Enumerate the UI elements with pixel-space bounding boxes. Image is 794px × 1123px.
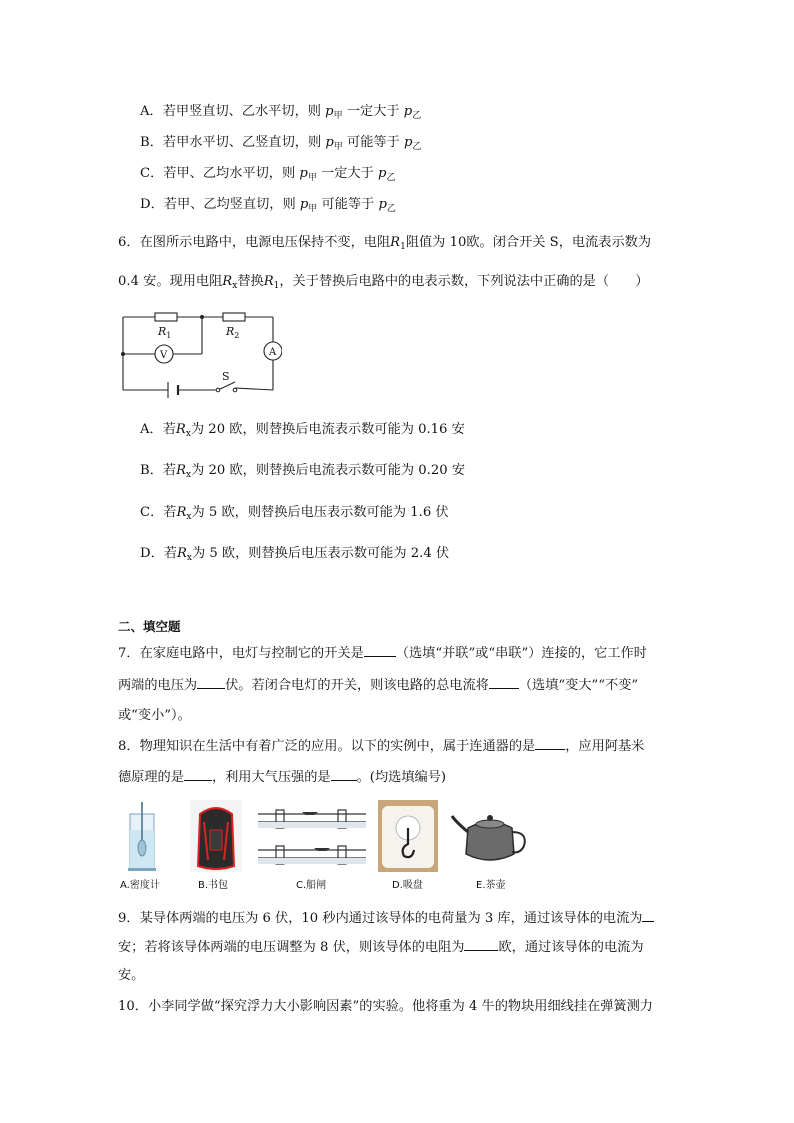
q5-option-c-tail: 一定大于 <box>321 166 374 181</box>
resistor-r2 <box>223 313 245 321</box>
p-symbol: p <box>403 135 413 150</box>
answer-blank[interactable] <box>331 768 357 781</box>
q6-text: ，关于替换后电路中的电表示数，下列说法中正确的是（ ） <box>279 274 649 289</box>
q5-option-a <box>140 103 421 125</box>
q8-line2 <box>118 768 446 787</box>
caption-hydrometer: A.密度计 <box>120 880 160 891</box>
q7-text: 伏。若闭合电灯的开关，则该电路的总电流将 <box>225 678 489 693</box>
q9-line1 <box>118 909 654 928</box>
q5-option-d-tail: 可能等于 <box>321 197 375 212</box>
q7-text: （选填“并联”或“串联”）连接的，它工作时 <box>395 646 647 661</box>
q6-option-text: B．若 <box>140 463 177 478</box>
r-symbol: R <box>176 505 187 520</box>
q7-text: 两端的电压为 <box>118 678 198 693</box>
p-symbol: p <box>378 197 387 212</box>
q8-text: ，应用阿基米 <box>565 739 645 754</box>
sub-jia: 甲 <box>307 173 317 183</box>
ship-lock-image <box>258 800 366 872</box>
sub-yi: 乙 <box>412 142 422 152</box>
p-symbol: p <box>325 135 334 150</box>
q6-option-text: D．若 <box>140 546 177 561</box>
q6-option-text: 为 5 欧，则替换后电压表示数可能为 2.4 伏 <box>191 546 450 561</box>
q6-option-a <box>140 421 465 443</box>
q8-text: ，利用大气压强的是 <box>211 770 331 785</box>
r-symbol: R <box>222 274 233 289</box>
caption-teapot: E.茶壶 <box>476 880 506 891</box>
p-symbol: p <box>403 104 413 119</box>
sub-x: x <box>186 470 192 480</box>
q9-text: 9．某导体两端的电压为 6 伏，10 秒内通过该导体的电荷量为 3 库，通过该导体的电流为 <box>118 911 643 926</box>
voltmeter-label: V <box>160 350 168 361</box>
sub-x: x <box>186 512 192 522</box>
caption-ship-lock: C.船闸 <box>296 880 327 891</box>
q8-text: 。(均选填编号) <box>356 770 447 785</box>
caption-backpack: B.书包 <box>198 880 229 891</box>
q6-option-text: C．若 <box>140 505 177 520</box>
p-symbol: p <box>299 166 308 181</box>
backpack-image <box>190 800 242 872</box>
q6-stem-line2 <box>118 273 649 295</box>
q9-text: 欧，通过该导体的电流为 <box>498 940 644 955</box>
sub-x: x <box>232 281 238 291</box>
q5-option-b-text: B．若甲水平切、乙竖直切，则 <box>140 135 322 150</box>
answer-blank[interactable] <box>197 676 225 689</box>
answer-blank[interactable] <box>184 768 212 781</box>
q7-text: 7．在家庭电路中，电灯与控制它的开关是 <box>118 646 364 661</box>
answer-blank[interactable] <box>489 676 519 689</box>
q8-text: 德原理的是 <box>118 770 184 785</box>
q5-option-a-tail: 一定大于 <box>346 104 400 119</box>
q6-option-text: A．若 <box>140 422 176 437</box>
q10-line1: 10．小李同学做“探究浮力大小影响因素”的实验。他将重为 4 牛的物块用细线挂在弹簧测力 <box>118 999 653 1014</box>
sub-yi: 乙 <box>412 111 422 121</box>
q8-text: 8．物理知识在生活中有着广泛的应用。以下的实例中，属于连通器的是 <box>118 739 536 754</box>
answer-blank[interactable] <box>364 644 396 657</box>
q5-option-b-tail: 可能等于 <box>347 135 400 150</box>
q6-option-b <box>140 462 465 484</box>
q7-line3: 或“变小”）。 <box>118 708 191 723</box>
q6-option-text: 为 20 欧，则替换后电流表示数可能为 0.16 安 <box>190 422 465 437</box>
r1-label: $R_1$ <box>158 325 172 340</box>
section-title: 二、填空题 <box>118 619 181 634</box>
q7-line2 <box>118 676 638 695</box>
q6-stem-line1 <box>118 234 651 256</box>
resistor-r1 <box>155 313 177 321</box>
q7-text: （选填“变大”“不变” <box>518 678 639 693</box>
ammeter-label: A <box>269 347 277 358</box>
r-symbol: R <box>176 463 187 478</box>
sub-jia: 甲 <box>308 204 318 214</box>
answer-blank[interactable] <box>642 909 654 922</box>
q9-line2 <box>118 938 644 957</box>
hydrometer-image <box>122 800 162 872</box>
r-symbol: R <box>390 235 401 250</box>
p-symbol: p <box>299 197 309 212</box>
q8-line1 <box>118 737 644 756</box>
r-symbol: R <box>176 546 187 561</box>
q6-text: 6．在图所示电路中，电源电压保持不变，电阻 <box>118 235 391 250</box>
q7-line1 <box>118 644 647 663</box>
q6-option-d <box>140 545 449 567</box>
q5-option-d-text: D．若甲、乙均竖直切，则 <box>140 197 296 212</box>
sub-x: x <box>186 553 192 563</box>
answer-blank[interactable] <box>464 938 498 951</box>
sub-1: 1 <box>400 242 406 252</box>
circuit-diagram <box>118 308 282 398</box>
q9-text: 安；若将该导体两端的电压调整为 8 伏，则该导体的电阻为 <box>118 940 465 955</box>
q5-option-c-text: C．若甲、乙均水平切，则 <box>140 166 296 181</box>
q6-option-c <box>140 504 449 526</box>
sub-jia: 甲 <box>333 111 343 121</box>
teapot-image <box>450 802 532 870</box>
q5-option-b <box>140 134 421 156</box>
sub-jia: 甲 <box>333 142 343 152</box>
q6-text: 替换 <box>237 274 264 289</box>
switch-label: S <box>222 370 230 383</box>
q5-option-c <box>140 165 395 187</box>
q9-line3: 安。 <box>118 968 145 983</box>
q6-text: 阻值为 10欧。闭合开关 S，电流表示数为 <box>405 235 652 250</box>
q5-option-a-text: A．若甲竖直切、乙水平切，则 <box>140 104 321 119</box>
q6-text: 0.4 安。现用电阻 <box>118 274 223 289</box>
r2-label: $R_2$ <box>226 325 240 340</box>
r-symbol: R <box>263 274 274 289</box>
q5-option-d <box>140 196 396 218</box>
sub-x: x <box>185 429 191 439</box>
caption-suction-cup: D.吸盘 <box>392 880 423 891</box>
answer-blank[interactable] <box>535 737 565 750</box>
p-symbol: p <box>325 104 334 119</box>
sub-yi: 乙 <box>386 173 396 183</box>
sub-yi: 乙 <box>386 204 396 214</box>
q6-option-text: 为 5 欧，则替换后电压表示数可能为 1.6 伏 <box>191 505 449 520</box>
r-symbol: R <box>175 422 186 437</box>
suction-cup-image <box>378 800 438 872</box>
q6-option-text: 为 20 欧，则替换后电流表示数可能为 0.20 安 <box>191 463 466 478</box>
p-symbol: p <box>377 166 387 181</box>
sub-1: 1 <box>273 281 280 291</box>
